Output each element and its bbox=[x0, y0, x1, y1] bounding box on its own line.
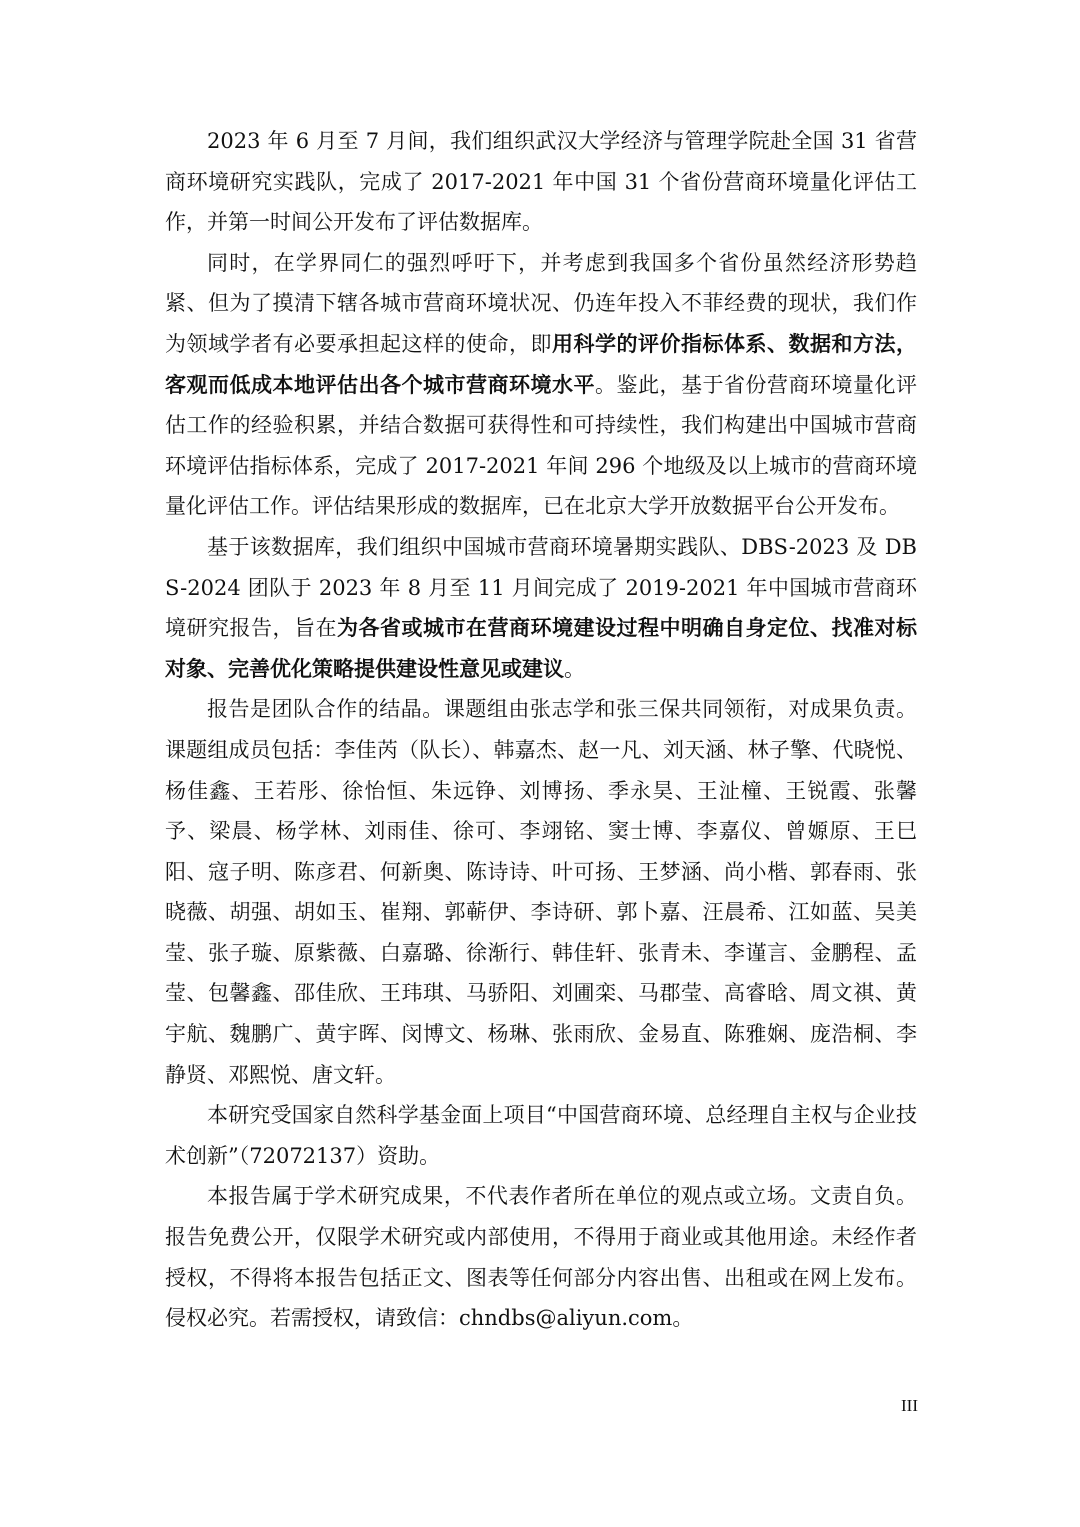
paragraph-team-members bbox=[165, 689, 917, 1095]
body-text bbox=[165, 121, 917, 1339]
paragraph-report-purpose bbox=[165, 527, 917, 689]
page-number: III bbox=[901, 1396, 918, 1415]
paragraph-survey-31-provinces bbox=[165, 121, 917, 243]
paragraph-text: 同时，在学界同仁的强烈呼吁下，并考虑到我国多个省份虽然经济形势趋紧、但为了摸清下辖各城市营商环境状况、仍连年投入不菲经费的现状，我们作为领域学者有必要承担起这样的使命，即 bbox=[165, 250, 917, 356]
paragraph-text: 本研究受国家自然科学基金面上项目“中国营商环境、总经理自主权与企业技术创新”（72072137）资助。 bbox=[165, 1103, 917, 1168]
paragraph-city-evaluation bbox=[165, 243, 917, 527]
paragraph-text: 本报告属于学术研究成果，不代表作者所在单位的观点或立场。文责自负。报告免费公开，仅限学术研究或内部使用，不得用于商业或其他用途。未经作者授权，不得将本报告包括正文、图表等任何部分内容出售、出租或在网上发布。侵权必究。若需授权，请致信：chndbs@aliyun.com。 bbox=[165, 1184, 917, 1331]
paragraph-text: 。鉴此，基于省份营商环境量化评估工作的经验积累，并结合数据可获得性和可持续性，我们构建出中国城市营商环境评估指标体系，完成了 2017-2021 年间 296 个地级及以上城市的营商环境量化评估工作。评估结果形成的数据库，已在北京大学开放数据平台公开发布。 bbox=[165, 372, 917, 519]
emphasis-text: 为各省或城市在营商环境建设过程中明确自身定位、找准对标对象、完善优化策略提供建设性意见或建议 bbox=[165, 615, 917, 681]
paragraph-disclaimer bbox=[165, 1176, 917, 1338]
paragraph-text: 基于该数据库，我们组织中国城市营商环境暑期实践队、DBS-2023 及 DBS-2024 团队于 2023 年 8 月至 11 月间完成了 2019-2021 年中国城市营商环境研究报告，旨在 bbox=[165, 534, 917, 641]
paragraph-text: 2023 年 6 月至 7 月间，我们组织武汉大学经济与管理学院赴全国 31 省营商环境研究实践队，完成了 2017-2021 年中国 31 个省份营商环境量化评估工作，并第一时间公开发布了评估数据库。 bbox=[165, 129, 917, 235]
paragraph-text: 报告是团队合作的结晶。课题组由张志学和张三保共同领衔，对成果负责。课题组成员包括：李佳芮（队长）、韩嘉杰、赵一凡、刘天涵、林子擎、代晓悦、杨佳鑫、王若彤、徐怡恒、朱远铮、刘博扬、季永昊、王沚橦、王锐霞、张馨予、梁晨、杨学林、刘雨佳、徐可、李翊铭、窦士博、李嘉仪、曾嫄原、王巳阳、寇子明、陈彦君、何新奥、陈诗诗、叶可扬、王梦涵、尚小楷、郭春雨、张晓薇、胡强、胡如玉、崔翔、郭蕲伊、李诗研、郭卜嘉、汪晨希、江如蓝、吴美莹、张子璇、原紫薇、白嘉璐、徐渐行、韩佳轩、张青未、李谨言、金鹏程、孟莹、包馨鑫、邵佳欣、王玮琪、马骄阳、刘圃栾、马郡莹、高睿晗、周文祺、黄宇航、魏鹏广、黄宇晖、闵博文、杨琳、张雨欣、金易直、陈雅娴、庞浩桐、李静贤、邓熙悦、唐文轩。 bbox=[165, 697, 917, 1087]
paragraph-funding bbox=[165, 1095, 917, 1176]
emphasis-text: 用科学的评价指标体系、数据和方法，客观而低成本地评估出各个城市营商环境水平 bbox=[165, 330, 917, 397]
paragraph-text: 。 bbox=[564, 656, 585, 681]
